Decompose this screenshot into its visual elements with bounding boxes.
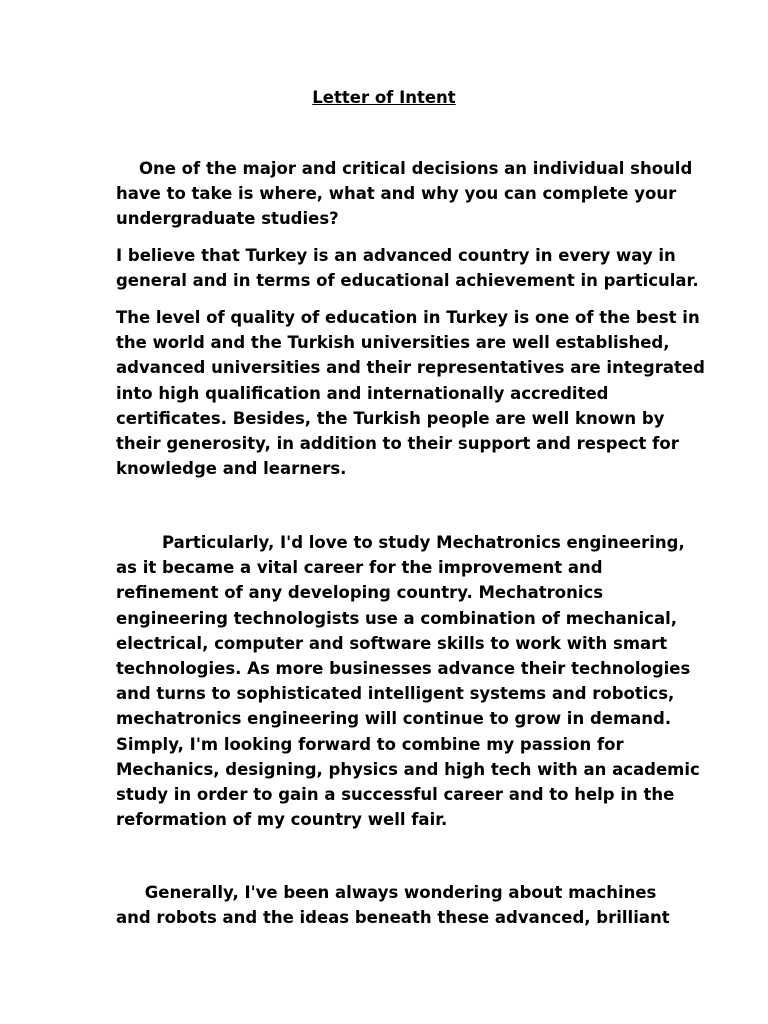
text-line: advanced universities and their representatives are integrated bbox=[116, 358, 705, 378]
paragraph-intro bbox=[116, 156, 692, 232]
paragraph-machines bbox=[116, 880, 670, 930]
text-line: One of the major and critical decisions an individual should bbox=[116, 159, 693, 178]
text-line: Generally, I've been always wondering about machines bbox=[116, 883, 657, 902]
text-line: study in order to gain a successful career and to help in the bbox=[116, 785, 675, 805]
paragraph-turkey bbox=[116, 243, 699, 293]
text-line: I believe that Turkey is an advanced country in every way in bbox=[116, 246, 676, 265]
text-line: certificates. Besides, the Turkish people are well known by bbox=[116, 408, 665, 428]
text-line: as it became a vital career for the improvement and bbox=[116, 558, 603, 578]
text-line: Mechanics, designing, physics and high tech with an academic bbox=[116, 759, 700, 779]
text-line: engineering technologists use a combination of mechanical, bbox=[116, 608, 677, 628]
paragraph-education-quality bbox=[116, 305, 705, 481]
text-line: reformation of my country well fair. bbox=[116, 810, 448, 830]
text-line: their generosity, in addition to their support and respect for bbox=[116, 434, 679, 454]
text-line: mechatronics engineering will continue to grow in demand. bbox=[116, 709, 672, 729]
text-line: The level of quality of education in Turkey is one of the best in bbox=[116, 308, 700, 327]
text-line: electrical, computer and software skills to work with smart bbox=[116, 633, 668, 653]
text-line: technologies. As more businesses advance their technologies bbox=[116, 659, 691, 679]
text-line: the world and the Turkish universities are well established, bbox=[116, 333, 670, 353]
text-line: refinement of any developing country. Mechatronics bbox=[116, 583, 604, 603]
text-line: Particularly, I'd love to study Mechatronics engineering, bbox=[116, 533, 685, 552]
text-line: general and in terms of educational achievement in particular. bbox=[116, 271, 699, 291]
text-line: into high qualification and internationally accredited bbox=[116, 383, 609, 403]
text-line: and turns to sophisticated intelligent systems and robotics, bbox=[116, 684, 675, 704]
text-line: undergraduate studies? bbox=[116, 209, 339, 229]
text-line: Simply, I'm looking forward to combine my passion for bbox=[116, 734, 624, 754]
text-line: have to take is where, what and why you can complete your bbox=[116, 184, 677, 204]
text-line: and robots and the ideas beneath these advanced, brilliant bbox=[116, 908, 670, 928]
document-title: Letter of Intent bbox=[312, 88, 456, 107]
paragraph-mechatronics bbox=[116, 530, 700, 832]
text-line: knowledge and learners. bbox=[116, 459, 347, 479]
